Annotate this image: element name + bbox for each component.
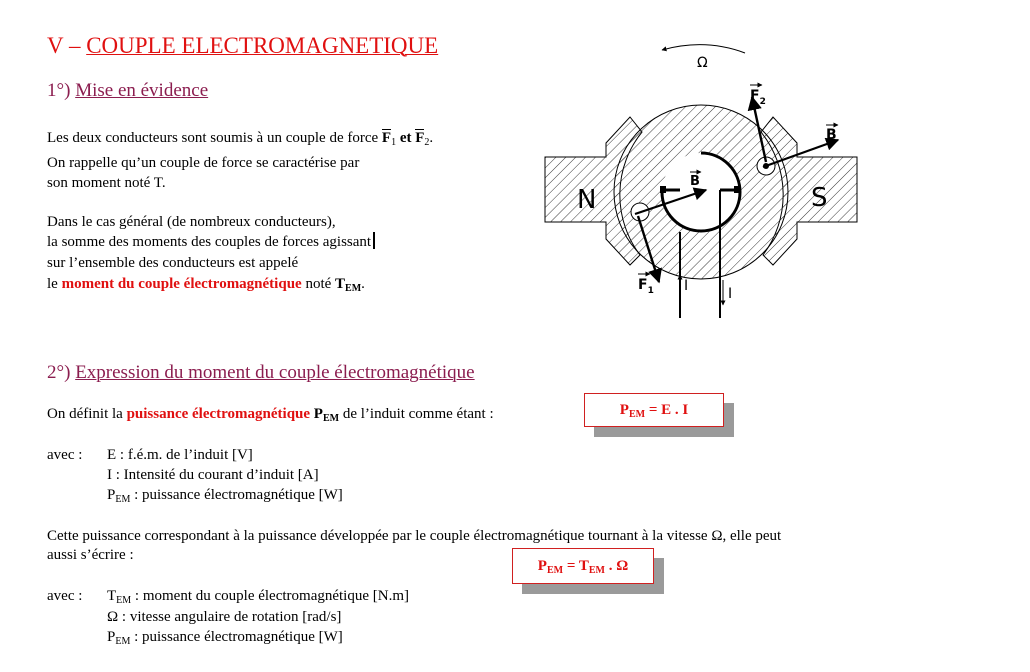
section2-heading <box>47 362 475 384</box>
avec1-label: avec : <box>47 447 83 463</box>
b-label-center: B <box>690 174 700 189</box>
section1-line2: On rappelle qu’un couple de force se caractérise par <box>47 155 360 171</box>
section1-title: Mise en évidence <box>75 80 209 101</box>
box1-p: P <box>619 402 629 418</box>
line7-end: . <box>361 276 365 292</box>
section2-title: Expression du moment du couple électromagnétique <box>75 362 475 383</box>
line5-text: la somme des moments des couples de forces agissant <box>47 234 372 250</box>
f2-subscript: 2 <box>424 137 430 148</box>
list2-item-0 <box>107 586 409 607</box>
list1-sub-2: EM <box>115 494 131 505</box>
section2-number: 2°) <box>47 362 71 383</box>
f1-symbol: F <box>381 130 392 146</box>
f2-symbol: F <box>415 130 425 146</box>
formula-box-power <box>584 393 724 427</box>
i-label-left: I <box>684 278 689 294</box>
line7-mid: noté <box>305 276 332 292</box>
list2-sub-2: EM <box>115 636 131 647</box>
brush-right <box>734 186 740 193</box>
formula-box-torque <box>512 548 654 584</box>
north-label: N <box>577 185 597 215</box>
definition-line <box>47 404 494 425</box>
list1-text-0: : f.é.m. de l’induit [V] <box>116 447 253 463</box>
line1-text: Les deux conducteurs sont soumis à un couple de force <box>47 130 379 146</box>
list1-item-1 <box>107 465 319 486</box>
box1-rest: = E . I <box>648 402 689 418</box>
i-label-right: I <box>728 286 733 302</box>
list2-text-0: : moment du couple électromagnétique [N.m] <box>131 588 410 604</box>
list2-sym-2: P <box>107 629 116 645</box>
title-text: COUPLE ELECTROMAGNETIQUE <box>86 33 439 58</box>
and-word: et <box>399 130 412 146</box>
list2-item-1 <box>107 607 341 628</box>
list1-sym-1: I <box>107 467 112 483</box>
list2-sym-1: Ω <box>107 609 119 625</box>
list1-sym-0: E <box>107 447 117 463</box>
list2-item-2 <box>107 627 343 648</box>
list1-text-2: : puissance électromagnétique [W] <box>130 487 343 503</box>
list1-item-2 <box>107 485 343 506</box>
box1-sub: EM <box>628 409 646 420</box>
def-red-term: puissance électromagnétique <box>126 406 311 422</box>
list2-text-1: : vitesse angulaire de rotation [rad/s] <box>118 609 342 625</box>
f2-label: $F_2$ <box>750 88 766 107</box>
box2-sub2: EM <box>588 565 605 576</box>
list2-sym-0: T <box>107 588 117 604</box>
def-after: de l’induit comme étant : <box>342 406 494 422</box>
list1-item-0 <box>107 445 253 466</box>
rotation-arrow <box>662 45 745 53</box>
avec2-label: avec : <box>47 588 83 604</box>
brush-left <box>660 186 666 193</box>
paragraph-line2: aussi s’écrire : <box>47 547 134 563</box>
list2-text-2: : puissance électromagnétique [W] <box>130 629 343 645</box>
section1-line4: Dans le cas général (de nombreux conducteurs), <box>47 214 336 230</box>
box2-p: P <box>537 558 547 574</box>
line7-before: le <box>47 276 58 292</box>
south-label: S <box>811 183 828 213</box>
box2-sub1: EM <box>546 565 564 576</box>
list1-text-1: : Intensité du courant d’induit [A] <box>112 467 319 483</box>
omega-label: Ω <box>697 55 708 71</box>
line1-end: . <box>429 130 434 146</box>
section1-line6: sur l’ensemble des conducteurs est appelé <box>47 255 299 271</box>
section1-number: 1°) <box>47 80 71 101</box>
list2-sub-0: EM <box>116 595 132 606</box>
def-before: On définit la <box>47 406 123 422</box>
pem-subscript: EM <box>322 413 340 424</box>
section1-line3: son moment noté T. <box>47 175 166 191</box>
line7-red-term: moment du couple électromagnétique <box>61 276 302 292</box>
box2-rest: . Ω <box>608 558 629 574</box>
box2-eq: = T <box>566 558 589 574</box>
f1-label: $F_1$ <box>638 277 654 296</box>
tem-symbol: T <box>335 276 346 292</box>
f1-subscript: 1 <box>391 137 397 148</box>
paragraph-line1: Cette puissance correspondant à la puissance développée par le couple électromagnétique tournant à la vitesse Ω, elle peut <box>47 528 782 544</box>
b-label-right: B <box>826 127 837 143</box>
tem-subscript: EM <box>345 283 362 294</box>
pem-symbol: P <box>313 406 323 422</box>
list1-sym-2: P <box>107 487 116 503</box>
title-number: V – <box>47 33 81 58</box>
